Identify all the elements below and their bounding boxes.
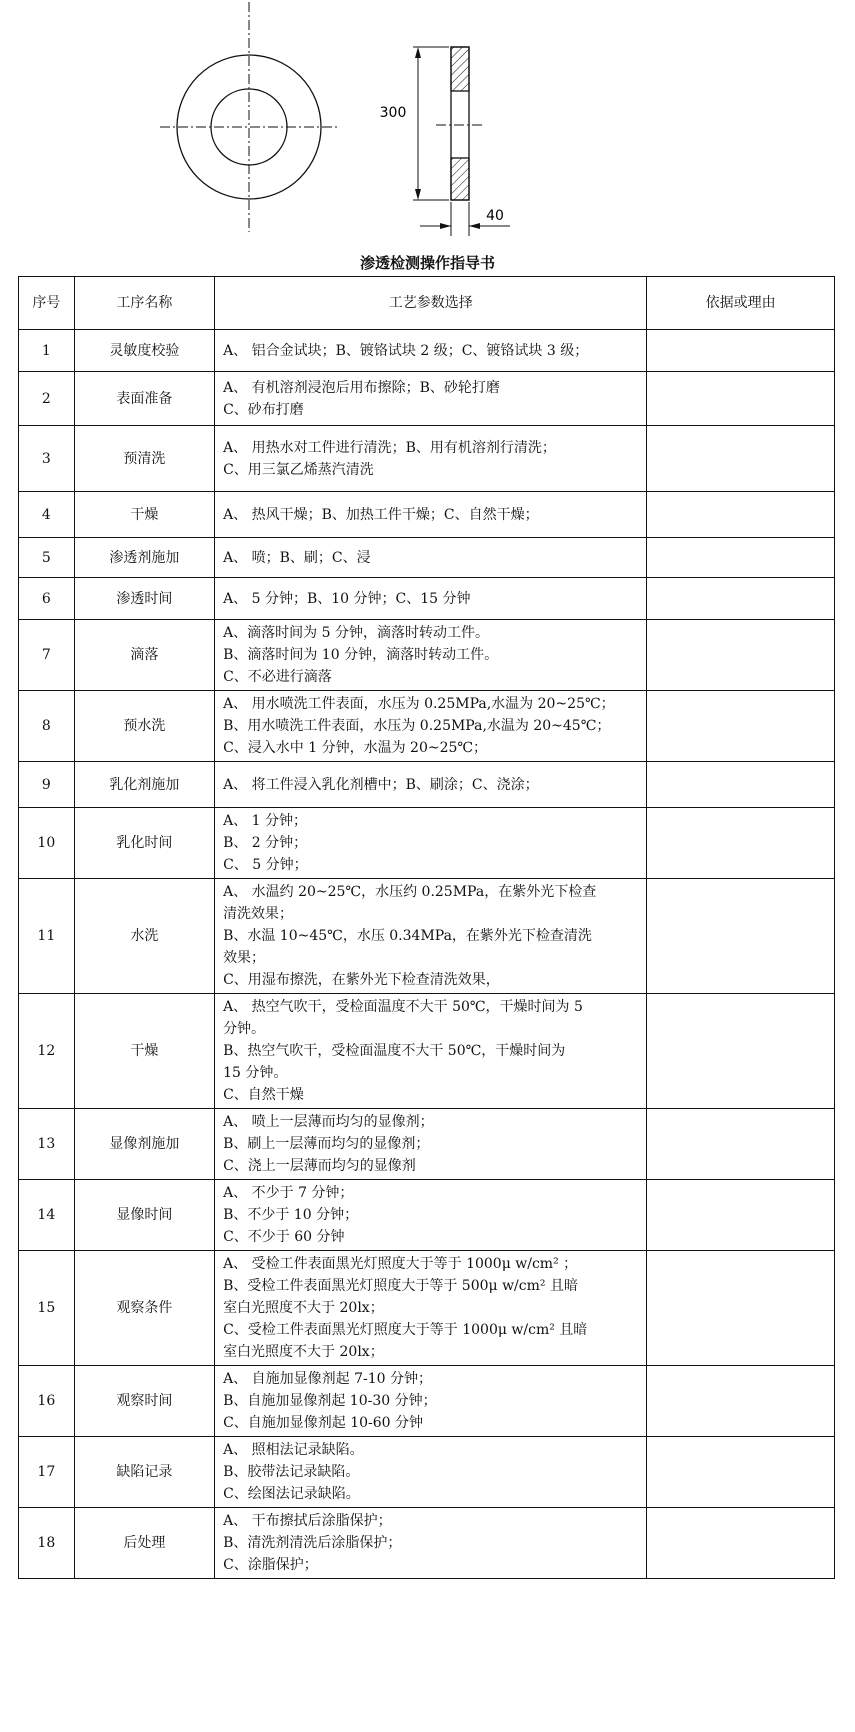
table-row bbox=[19, 879, 835, 994]
row-number: 5 bbox=[19, 538, 75, 578]
process-name: 乳化剂施加 bbox=[74, 762, 214, 808]
process-name: 渗透剂施加 bbox=[74, 538, 214, 578]
ring-front-view bbox=[160, 2, 340, 232]
param-option: C、自然干燥 bbox=[223, 1087, 304, 1103]
process-params bbox=[215, 538, 647, 578]
process-params bbox=[215, 762, 647, 808]
param-option: C、用湿布擦洗，在紫外光下检查清洗效果， bbox=[223, 972, 500, 988]
param-option: A、 干布擦拭后涂脂保护； bbox=[223, 1513, 392, 1529]
row-number: 9 bbox=[19, 762, 75, 808]
param-option: C、砂布打磨 bbox=[223, 401, 304, 418]
param-option: 15 分钟。 bbox=[223, 1065, 288, 1081]
row-number: 15 bbox=[19, 1251, 75, 1366]
table-row bbox=[19, 1251, 835, 1366]
reason-cell[interactable] bbox=[647, 1437, 835, 1508]
row-number: 14 bbox=[19, 1180, 75, 1251]
process-params bbox=[215, 879, 647, 994]
process-params bbox=[215, 1251, 647, 1366]
process-name: 灵敏度校验 bbox=[74, 330, 214, 372]
table-row bbox=[19, 1366, 835, 1437]
process-name: 观察时间 bbox=[74, 1366, 214, 1437]
row-number: 1 bbox=[19, 330, 75, 372]
process-params bbox=[215, 1508, 647, 1579]
reason-cell[interactable] bbox=[647, 1109, 835, 1180]
param-option: A、 热风干燥；B、加热工件干燥；C、自然干燥； bbox=[223, 506, 539, 523]
process-params bbox=[215, 691, 647, 762]
param-option: 清洗效果； bbox=[223, 906, 294, 922]
reason-cell[interactable] bbox=[647, 492, 835, 538]
header-params: 工艺参数选择 bbox=[215, 277, 647, 330]
reason-cell[interactable] bbox=[647, 808, 835, 879]
param-option: B、用水喷洗工件表面，水压为 0.25MPa,水温为 20~45℃； bbox=[223, 718, 611, 734]
reason-cell[interactable] bbox=[647, 762, 835, 808]
param-option: B、受检工件表面黑光灯照度大于等于 500μ w/cm² 且暗 bbox=[223, 1278, 578, 1294]
param-option: A、 将工件浸入乳化剂槽中；B、刷涂；C、浇涂； bbox=[223, 776, 539, 793]
param-option: 室白光照度不大于 20lx； bbox=[223, 1300, 384, 1316]
param-option: A、 有机溶剂浸泡后用布擦除；B、砂轮打磨 bbox=[223, 379, 500, 396]
process-name: 缺陷记录 bbox=[74, 1437, 214, 1508]
row-number: 17 bbox=[19, 1437, 75, 1508]
reason-cell[interactable] bbox=[647, 1366, 835, 1437]
header-process-name: 工序名称 bbox=[74, 277, 214, 330]
row-number: 18 bbox=[19, 1508, 75, 1579]
reason-cell[interactable] bbox=[647, 994, 835, 1109]
process-params bbox=[215, 1366, 647, 1437]
param-option: B、不少于 10 分钟； bbox=[223, 1207, 359, 1223]
table-row bbox=[19, 1109, 835, 1180]
reason-cell[interactable] bbox=[647, 1251, 835, 1366]
table-row bbox=[19, 578, 835, 620]
table-row bbox=[19, 1180, 835, 1251]
param-option: A、 喷上一层薄而均匀的显像剂； bbox=[223, 1114, 434, 1130]
row-number: 2 bbox=[19, 372, 75, 426]
process-params bbox=[215, 1180, 647, 1251]
reason-cell[interactable] bbox=[647, 426, 835, 492]
param-option: C、浇上一层薄而均匀的显像剂 bbox=[223, 1158, 416, 1174]
process-name: 后处理 bbox=[74, 1508, 214, 1579]
process-params bbox=[215, 1437, 647, 1508]
table-body bbox=[19, 330, 835, 1579]
table-row bbox=[19, 426, 835, 492]
row-number: 16 bbox=[19, 1366, 75, 1437]
param-option: C、用三氯乙烯蒸汽清洗 bbox=[223, 461, 374, 478]
param-option: A、 1 分钟； bbox=[223, 813, 307, 829]
document-title: 渗透检测操作指导书 bbox=[359, 254, 495, 272]
process-params bbox=[215, 426, 647, 492]
table-row bbox=[19, 691, 835, 762]
height-dimension: 300 bbox=[379, 105, 407, 121]
process-name: 干燥 bbox=[74, 994, 214, 1109]
param-option: B、清洗剂清洗后涂脂保护； bbox=[223, 1535, 402, 1551]
reason-cell[interactable] bbox=[647, 691, 835, 762]
table-row bbox=[19, 994, 835, 1109]
param-option: A、 自施加显像剂起 7-10 分钟； bbox=[223, 1371, 432, 1387]
reason-cell[interactable] bbox=[647, 620, 835, 691]
param-option: A、 铝合金试块；B、镀铬试块 2 级；C、镀铬试块 3 级； bbox=[223, 342, 589, 359]
reason-cell[interactable] bbox=[647, 879, 835, 994]
param-option: C、受检工件表面黑光灯照度大于等于 1000μ w/cm² 且暗 bbox=[223, 1322, 588, 1338]
param-option: A、 不少于 7 分钟； bbox=[223, 1185, 354, 1201]
param-option: C、自施加显像剂起 10-60 分钟 bbox=[223, 1415, 424, 1431]
row-number: 6 bbox=[19, 578, 75, 620]
row-number: 7 bbox=[19, 620, 75, 691]
table-header-row bbox=[19, 277, 835, 330]
table-row bbox=[19, 1508, 835, 1579]
param-option: B、 2 分钟； bbox=[223, 835, 308, 851]
param-option: A、 水温约 20~25℃，水压约 0.25MPa，在紫外光下检查 bbox=[223, 884, 597, 900]
param-option: B、滴落时间为 10 分钟，滴落时转动工件。 bbox=[223, 647, 499, 663]
process-name: 滴落 bbox=[74, 620, 214, 691]
table-row bbox=[19, 762, 835, 808]
process-params bbox=[215, 994, 647, 1109]
table-row bbox=[19, 372, 835, 426]
param-option: A、 5 分钟；B、10 分钟；C、15 分钟 bbox=[223, 590, 471, 607]
param-option: C、不少于 60 分钟 bbox=[223, 1229, 345, 1245]
param-option: B、自施加显像剂起 10-30 分钟； bbox=[223, 1393, 437, 1409]
reason-cell[interactable] bbox=[647, 1180, 835, 1251]
param-option: A、滴落时间为 5 分钟，滴落时转动工件。 bbox=[223, 625, 489, 641]
process-name: 乳化时间 bbox=[74, 808, 214, 879]
process-params bbox=[215, 1109, 647, 1180]
part-drawing bbox=[0, 0, 855, 245]
param-option: A、 受检工件表面黑光灯照度大于等于 1000μ w/cm² ； bbox=[223, 1256, 578, 1272]
param-option: A、 照相法记录缺陷。 bbox=[223, 1442, 364, 1458]
reason-cell[interactable] bbox=[647, 578, 835, 620]
process-name: 干燥 bbox=[74, 492, 214, 538]
row-number: 11 bbox=[19, 879, 75, 994]
row-number: 3 bbox=[19, 426, 75, 492]
process-table bbox=[18, 276, 835, 1579]
row-number: 12 bbox=[19, 994, 75, 1109]
process-name: 水洗 bbox=[74, 879, 214, 994]
param-option: A、 喷；B、刷；C、浸 bbox=[223, 549, 371, 566]
reason-cell[interactable] bbox=[647, 538, 835, 578]
row-number: 4 bbox=[19, 492, 75, 538]
param-option: 效果； bbox=[223, 950, 266, 966]
param-option: A、 用水喷洗工件表面，水压为 0.25MPa,水温为 20~25℃； bbox=[223, 696, 615, 712]
header-reason: 依据或理由 bbox=[647, 277, 835, 330]
param-option: B、热空气吹干，受检面温度不大干 50℃，干燥时间为 bbox=[223, 1043, 566, 1059]
table-row bbox=[19, 620, 835, 691]
param-option: C、涂脂保护； bbox=[223, 1557, 318, 1573]
process-params bbox=[215, 808, 647, 879]
header-no: 序号 bbox=[19, 277, 75, 330]
row-number: 10 bbox=[19, 808, 75, 879]
param-option: B、胶带法记录缺陷。 bbox=[223, 1464, 360, 1480]
table-row bbox=[19, 492, 835, 538]
param-option: 室白光照度不大于 20lx； bbox=[223, 1344, 384, 1360]
process-params bbox=[215, 578, 647, 620]
table-row bbox=[19, 808, 835, 879]
param-option: C、绘图法记录缺陷。 bbox=[223, 1486, 360, 1502]
process-name: 预清洗 bbox=[74, 426, 214, 492]
param-option: A、 热空气吹干，受检面温度不大干 50℃，干燥时间为 5 bbox=[223, 999, 583, 1015]
table-row bbox=[19, 538, 835, 578]
process-params bbox=[215, 492, 647, 538]
reason-cell[interactable] bbox=[647, 372, 835, 426]
param-option: C、 5 分钟； bbox=[223, 857, 308, 873]
process-name: 显像时间 bbox=[74, 1180, 214, 1251]
process-name: 预水洗 bbox=[74, 691, 214, 762]
table-row bbox=[19, 330, 835, 372]
process-params bbox=[215, 372, 647, 426]
param-option: A、 用热水对工件进行清洗；B、用有机溶剂行清洗； bbox=[223, 439, 556, 456]
process-params bbox=[215, 620, 647, 691]
reason-cell[interactable] bbox=[647, 1508, 835, 1579]
process-name: 观察条件 bbox=[74, 1251, 214, 1366]
process-name: 表面准备 bbox=[74, 372, 214, 426]
reason-cell[interactable] bbox=[647, 330, 835, 372]
process-name: 显像剂施加 bbox=[74, 1109, 214, 1180]
row-number: 8 bbox=[19, 691, 75, 762]
param-option: B、水温 10~45℃，水压 0.34MPa，在紫外光下检查清洗 bbox=[223, 928, 592, 944]
param-option: B、刷上一层薄而均匀的显像剂； bbox=[223, 1136, 430, 1152]
process-name: 渗透时间 bbox=[74, 578, 214, 620]
thickness-dimension: 40 bbox=[486, 208, 504, 224]
process-params bbox=[215, 330, 647, 372]
param-option: 分钟。 bbox=[223, 1021, 266, 1037]
param-option: C、浸入水中 1 分钟，水温为 20~25℃； bbox=[223, 740, 488, 756]
table-row bbox=[19, 1437, 835, 1508]
row-number: 13 bbox=[19, 1109, 75, 1180]
param-option: C、不必进行滴落 bbox=[223, 669, 332, 685]
